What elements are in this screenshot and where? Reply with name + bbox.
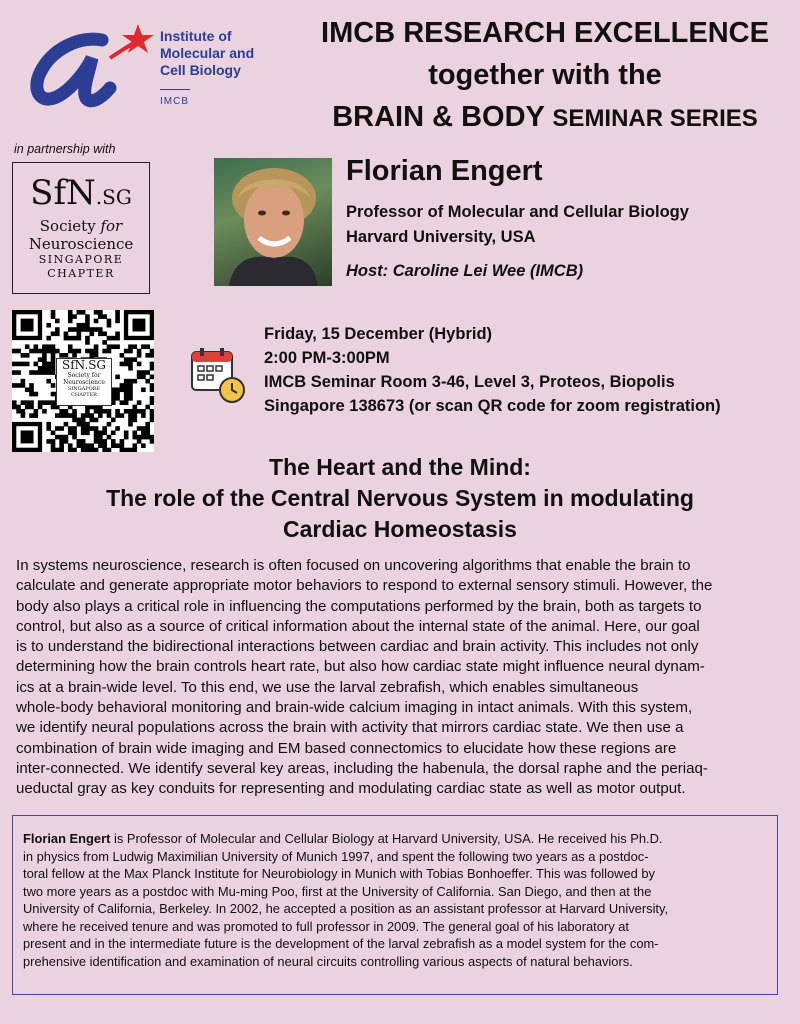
header-line2: together with the: [428, 59, 662, 91]
speaker-name: Florian Engert: [346, 155, 543, 187]
event-details: [264, 322, 721, 418]
calendar-clock-icon: [190, 346, 246, 404]
abstract: In systems neuroscience, research is often focused on uncovering algorithms that enable the brain to calculate and generate appropriate motor behaviors to respond to external sensory stimuli. However, the body also plays a critical role in influencing the computations performed by the brain, both as targets to control, but also as a source of critical information about the internal state of the animal. Here, our goal is to understand the bidirectional interactions between cardiac and brain activity. This includes not only determining how the brain controls heart rate, but also how cardiac state might influence neural dynam- ics at a brain-wide level. To this end, we use the larval zebrafish, which enables simultaneous whole-body behavioral monitoring and brain-wide calcium imaging in intact animals. With this system, we identify neural populations across the brain with activity that mirrors cardiac state. We then use a combination of brain wide imaging and EM based connectomics to elucidate how these regions are inter-connected. We identify several key areas, including the habenula, the dorsal raphe and the periaq- ueductal gray as key conduits for representing and modulating cardiac state as well as motor output.: [16, 557, 713, 798]
zoom-registration-qr-code[interactable]: [12, 310, 154, 452]
sfn-singapore-logo: SfN.SG Society for Neuroscience SINGAPORE CHAPTER: [12, 162, 150, 294]
institute-abbrev: IMCB: [160, 96, 189, 107]
event-venue: IMCB Seminar Room 3-46, Level 3, Proteos, Biopolis: [264, 373, 675, 391]
speaker-affiliation: Professor of Molecular and Cellular Biology Harvard University, USA: [346, 203, 689, 246]
logo-divider: [160, 89, 190, 90]
partnership-label: in partnership with: [14, 142, 116, 156]
host-name: Host: Caroline Lei Wee (IMCB): [346, 262, 584, 280]
talk-title: The Heart and the Mind: The role of the Central Nervous System in modulating Cardiac Homeostasis: [106, 454, 694, 542]
header-line1: IMCB RESEARCH EXCELLENCE: [321, 17, 769, 49]
event-date: Friday, 15 December (Hybrid): [264, 325, 493, 343]
header-line3: BRAIN & BODY SEMINAR SERIES: [332, 101, 758, 133]
institute-name: Institute of Molecular and Cell Biology: [160, 28, 255, 78]
seminar-header: [300, 12, 790, 140]
speaker-photo: [214, 158, 332, 286]
qr-center-logo: SfN.SG Society for Neuroscience SINGAPORE CHAPTER: [56, 358, 112, 406]
event-venue-line2: Singapore 138673 (or scan QR code for zoom registration): [264, 397, 721, 415]
event-time: 2:00 PM-3:00PM: [264, 349, 390, 367]
speaker-bio: Florian Engert is Professor of Molecular and Cellular Biology at Harvard University, USA. He received his Ph.D. in physics from Ludwig Maximilian University of Munich 1997, and spent the following two years as a postdoc- toral fellow at the Max Planck Institute for Neurobiology in Munich with Tobias Bonhoeffer. This was followed by two more years as a postdoc with Mu-ming Poo, first at the University of California. San Diego, and then at the University of California, Berkeley. In 2002, he accepted a position as an assistant professor at Harvard University, where he received tenure and was promoted to full professor in 2009. The general goal of his laboratory at present and in the intermediate future is the development of the larval zebrafish as a model system for the com- prehensive identification and examination of neural circuits controlling various aspects of natural behaviors.: [12, 815, 778, 995]
